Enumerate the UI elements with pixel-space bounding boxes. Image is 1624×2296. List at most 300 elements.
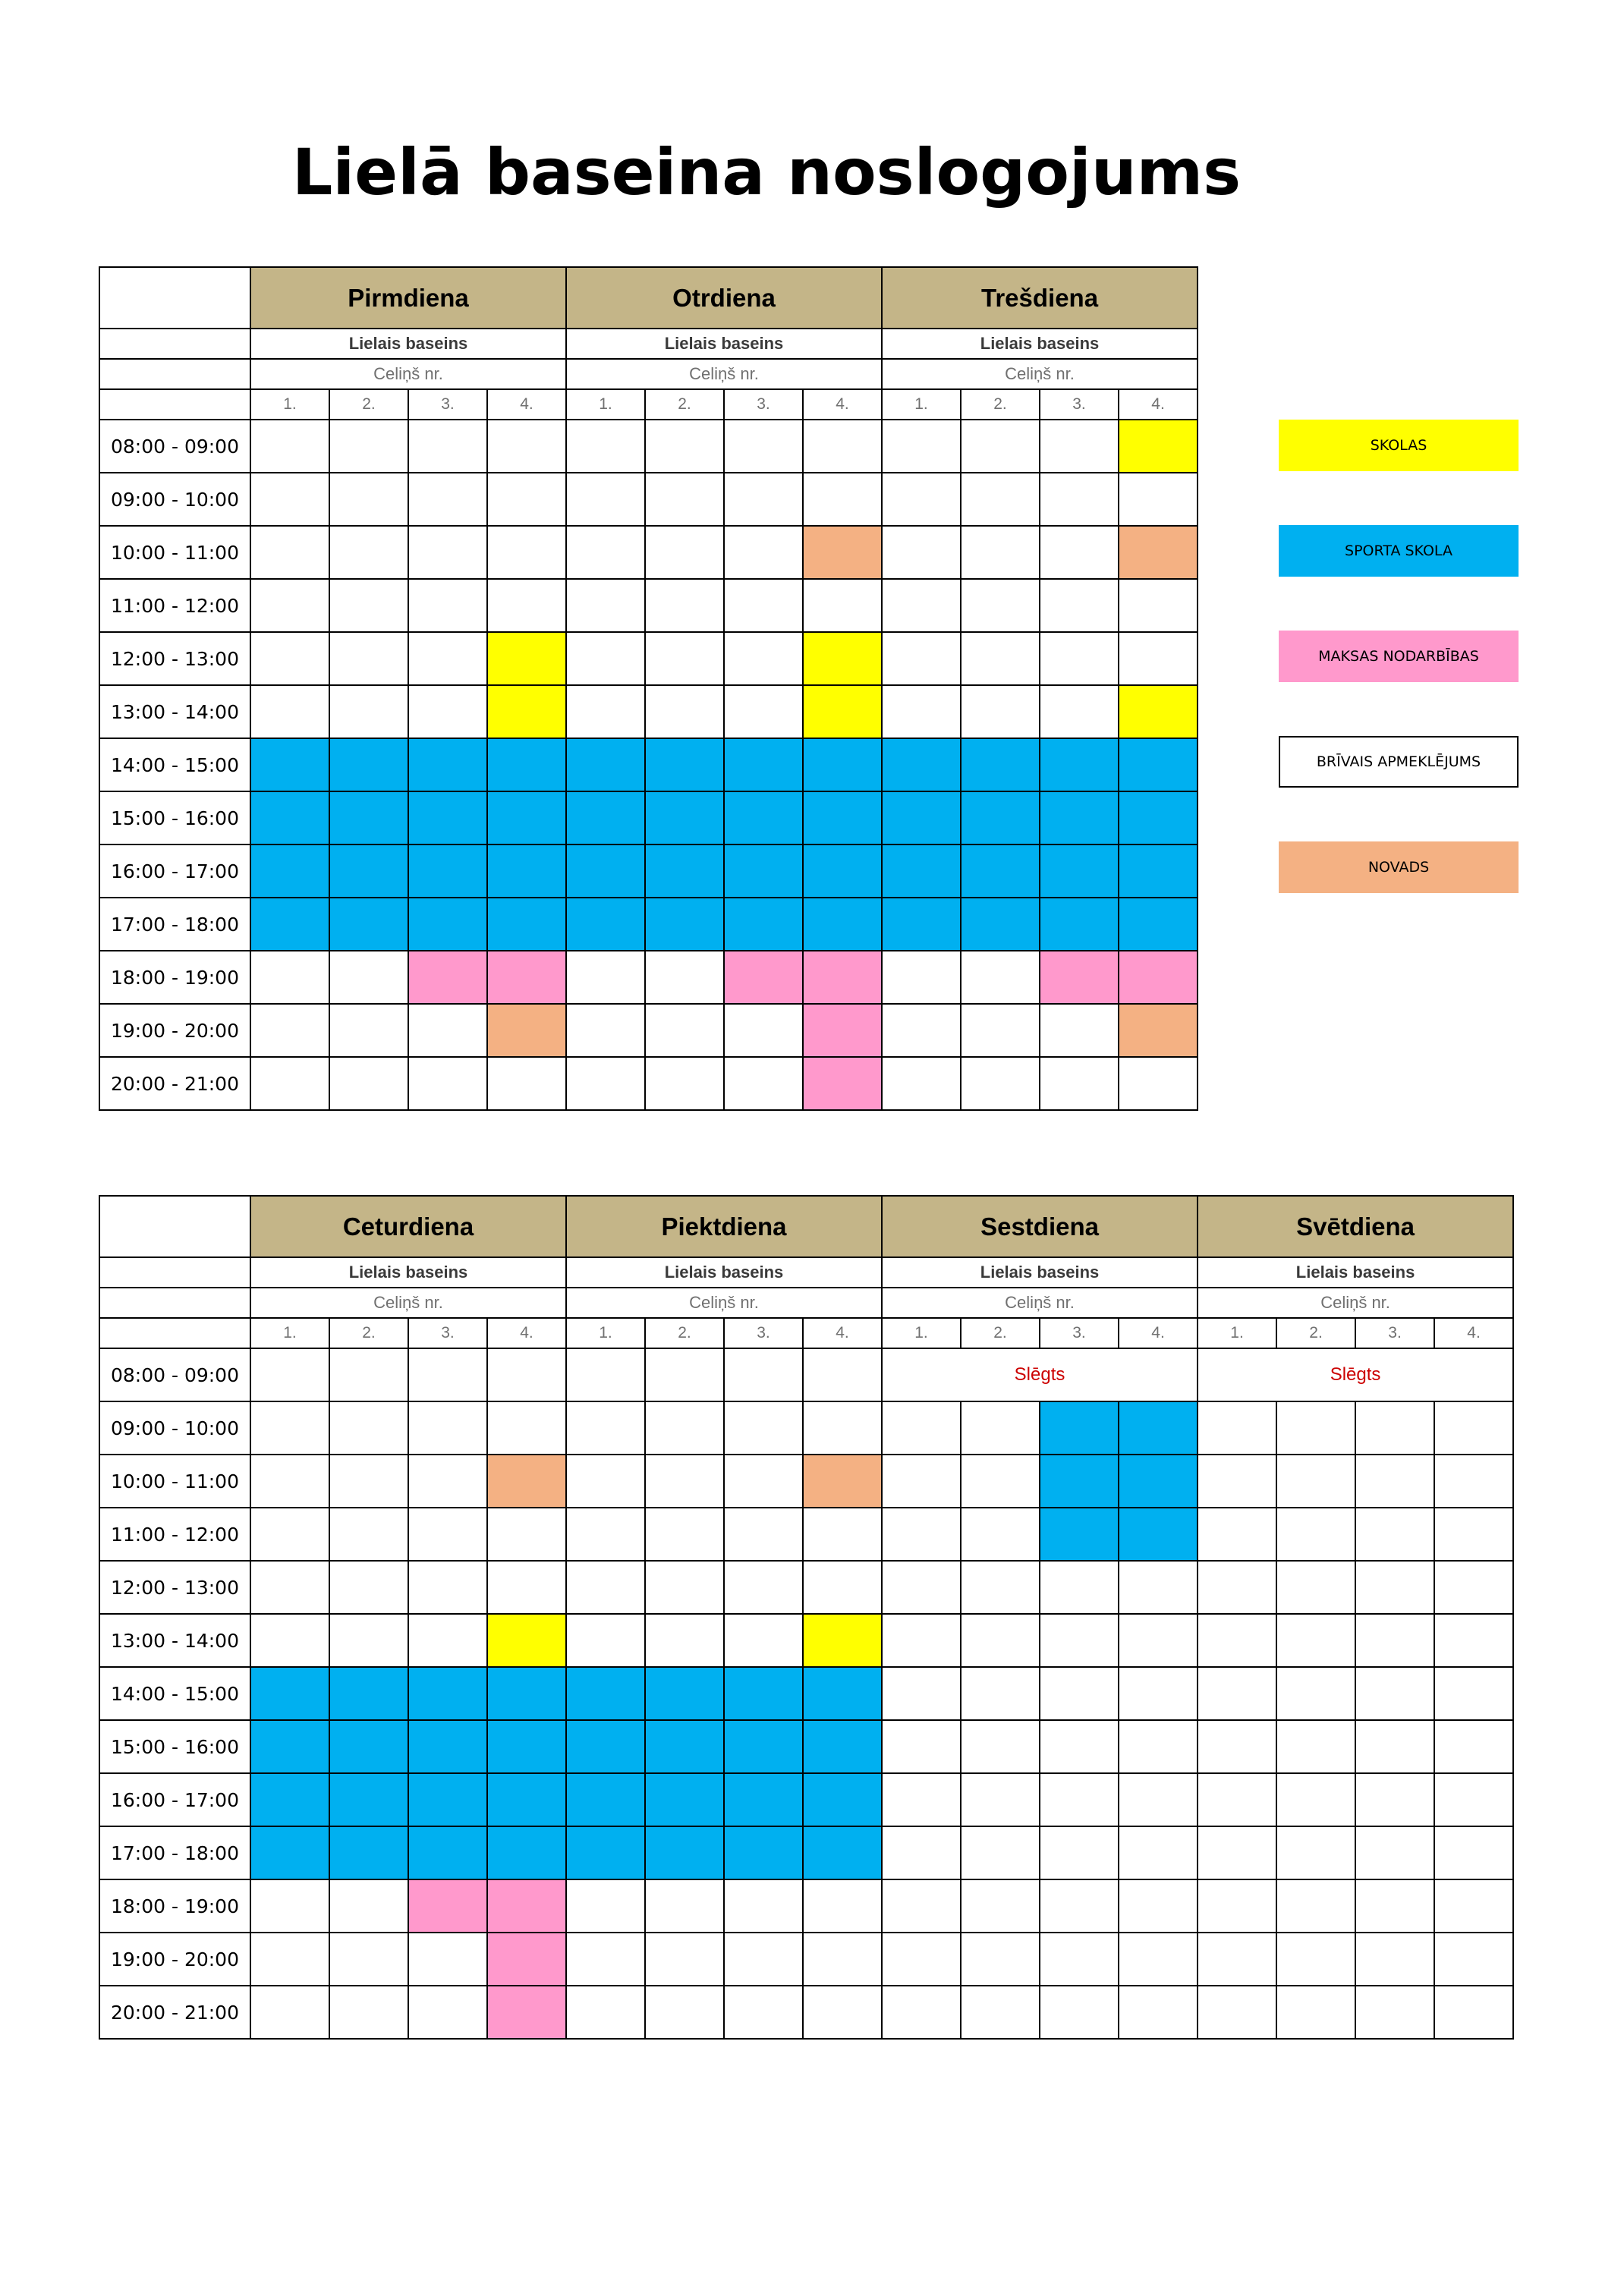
- table-row: [99, 1508, 1513, 1561]
- blank-cell: [99, 389, 250, 420]
- schedule-cell: [487, 1773, 566, 1826]
- schedule-cell: [961, 951, 1040, 1004]
- schedule-cell: [882, 685, 961, 738]
- schedule-cell: [1119, 844, 1198, 898]
- schedule-cell: [1276, 1826, 1355, 1879]
- schedule-cell: [250, 951, 329, 1004]
- schedule-cell: [803, 420, 882, 473]
- schedule-cell: [803, 738, 882, 791]
- schedule-cell: [724, 1826, 803, 1879]
- schedule-cell: [408, 685, 487, 738]
- schedule-cell: [329, 685, 408, 738]
- blank-cell: [99, 1318, 250, 1348]
- schedule-cell: [724, 1561, 803, 1614]
- schedule-cell: [566, 1057, 645, 1110]
- lane-number: 3.: [724, 1318, 803, 1348]
- schedule-cell: [724, 1879, 803, 1933]
- lane-header: Celiņš nr.: [566, 359, 882, 389]
- schedule-cell: [1119, 1773, 1198, 1826]
- schedule-cell: [250, 473, 329, 526]
- corner-cell: [99, 1196, 250, 1257]
- schedule-cell: [487, 1057, 566, 1110]
- schedule-cell: [1040, 1057, 1119, 1110]
- schedule-cell: [882, 632, 961, 685]
- table-row: [99, 579, 1198, 632]
- schedule-cell: [961, 420, 1040, 473]
- schedule-cell: [329, 579, 408, 632]
- schedule-cell: [566, 473, 645, 526]
- schedule-cell: [408, 951, 487, 1004]
- schedule-cell: [1119, 526, 1198, 579]
- schedule-cell: [1119, 1667, 1198, 1720]
- schedule-cell: [408, 1986, 487, 2039]
- lane-header: Celiņš nr.: [1198, 1288, 1513, 1318]
- table-row: [99, 1879, 1513, 1933]
- time-slot: 19:00 - 20:00: [99, 1004, 250, 1057]
- schedule-cell: [408, 1667, 487, 1720]
- schedule-cell: [961, 1057, 1040, 1110]
- time-slot: 17:00 - 18:00: [99, 898, 250, 951]
- schedule-cell: [1198, 1826, 1276, 1879]
- schedule-cell: [724, 473, 803, 526]
- closed-label: Slēgts: [1198, 1348, 1513, 1401]
- time-slot: 15:00 - 16:00: [99, 1720, 250, 1773]
- time-slot: 20:00 - 21:00: [99, 1986, 250, 2039]
- schedule-cell: [724, 1401, 803, 1455]
- schedule-cell: [724, 1614, 803, 1667]
- schedule-cell: [803, 685, 882, 738]
- lane-number: 3.: [1040, 389, 1119, 420]
- schedule-cell: [1434, 1826, 1513, 1879]
- schedule-cell: [250, 420, 329, 473]
- schedule-cell: [566, 898, 645, 951]
- table-row: [99, 1773, 1513, 1826]
- schedule-cell: [1198, 1614, 1276, 1667]
- schedule-cell: [882, 420, 961, 473]
- schedule-cell: [1198, 1561, 1276, 1614]
- schedule-cell: [961, 1455, 1040, 1508]
- lane-number: 1.: [250, 1318, 329, 1348]
- pool-name: Lielais baseins: [882, 329, 1198, 359]
- table-row: [99, 1004, 1198, 1057]
- schedule-cell: [882, 898, 961, 951]
- schedule-cell: [487, 473, 566, 526]
- schedule-cell: [803, 898, 882, 951]
- lane-number: 4.: [803, 1318, 882, 1348]
- schedule-cell: [882, 579, 961, 632]
- schedule-cell: [803, 1933, 882, 1986]
- time-slot: 12:00 - 13:00: [99, 1561, 250, 1614]
- schedule-cell: [1198, 1773, 1276, 1826]
- lane-number: 1.: [882, 1318, 961, 1348]
- schedule-cell: [408, 1720, 487, 1773]
- schedule-cell: [1276, 1720, 1355, 1773]
- schedule-cell: [1434, 1508, 1513, 1561]
- schedule-cell: [1198, 1667, 1276, 1720]
- schedule-cell: [1355, 1508, 1434, 1561]
- lane-number: 4.: [1119, 1318, 1198, 1348]
- schedule-cell: [566, 1508, 645, 1561]
- schedule-cell: [882, 1401, 961, 1455]
- schedule-cell: [250, 685, 329, 738]
- schedule-cell: [1040, 1773, 1119, 1826]
- schedule-cell: [487, 738, 566, 791]
- schedule-cell: [1198, 1933, 1276, 1986]
- schedule-cell: [408, 1455, 487, 1508]
- schedule-cell: [1355, 1720, 1434, 1773]
- corner-cell: [99, 267, 250, 329]
- schedule-cell: [487, 1401, 566, 1455]
- schedule-cell: [487, 951, 566, 1004]
- schedule-cell: [1119, 1455, 1198, 1508]
- schedule-cell: [329, 1773, 408, 1826]
- schedule-cell: [645, 1614, 724, 1667]
- schedule-cell: [566, 685, 645, 738]
- schedule-cell: [1276, 1508, 1355, 1561]
- schedule-cell: [329, 473, 408, 526]
- blank-cell: [99, 1288, 250, 1318]
- schedule-cell: [645, 1933, 724, 1986]
- schedule-cell: [1198, 1401, 1276, 1455]
- schedule-cell: [1119, 1004, 1198, 1057]
- schedule-cell: [645, 951, 724, 1004]
- schedule-cell: [1119, 1614, 1198, 1667]
- schedule-cell: [724, 420, 803, 473]
- schedule-cell: [724, 1004, 803, 1057]
- schedule-cell: [803, 1614, 882, 1667]
- schedule-cell: [1198, 1508, 1276, 1561]
- table-row: [99, 1667, 1513, 1720]
- schedule-cell: [645, 1057, 724, 1110]
- schedule-cell: [961, 685, 1040, 738]
- time-slot: 20:00 - 21:00: [99, 1057, 250, 1110]
- schedule-cell: [1198, 1986, 1276, 2039]
- schedule-cell: [882, 844, 961, 898]
- schedule-cell: [724, 685, 803, 738]
- schedule-cell: [961, 1667, 1040, 1720]
- schedule-cell: [961, 1826, 1040, 1879]
- schedule-cell: [803, 632, 882, 685]
- schedule-cell: [961, 1508, 1040, 1561]
- lane-number: 3.: [408, 1318, 487, 1348]
- schedule-cell: [803, 526, 882, 579]
- time-slot: 09:00 - 10:00: [99, 473, 250, 526]
- lane-number: 2.: [1276, 1318, 1355, 1348]
- legend-item: SKOLAS: [1279, 420, 1519, 471]
- blank-cell: [99, 1257, 250, 1288]
- schedule-cell: [1119, 579, 1198, 632]
- schedule-cell: [645, 1773, 724, 1826]
- schedule-cell: [645, 1720, 724, 1773]
- schedule-cell: [961, 738, 1040, 791]
- schedule-cell: [882, 1773, 961, 1826]
- schedule-cell: [882, 1667, 961, 1720]
- schedule-cell: [329, 1667, 408, 1720]
- schedule-cell: [803, 1879, 882, 1933]
- time-slot: 09:00 - 10:00: [99, 1401, 250, 1455]
- schedule-cell: [329, 420, 408, 473]
- schedule-cell: [250, 844, 329, 898]
- schedule-cell: [250, 791, 329, 844]
- lane-header: Celiņš nr.: [882, 1288, 1198, 1318]
- schedule-cell: [882, 738, 961, 791]
- blank-cell: [99, 359, 250, 389]
- schedule-cell: [1119, 473, 1198, 526]
- schedule-cell: [329, 1004, 408, 1057]
- schedule-cell: [329, 1879, 408, 1933]
- schedule-cell: [408, 1004, 487, 1057]
- schedule-cell: [645, 1455, 724, 1508]
- schedule-cell: [487, 898, 566, 951]
- lane-number: 2.: [961, 1318, 1040, 1348]
- schedule-cell: [961, 473, 1040, 526]
- schedule-cell: [487, 1933, 566, 1986]
- schedule-cell: [1040, 1879, 1119, 1933]
- schedule-cell: [1198, 1879, 1276, 1933]
- schedule-cell: [408, 632, 487, 685]
- schedule-cell: [566, 632, 645, 685]
- lane-number: 4.: [803, 389, 882, 420]
- schedule-cell: [1355, 1401, 1434, 1455]
- day-header: Svētdiena: [1198, 1196, 1513, 1257]
- schedule-cell: [329, 1348, 408, 1401]
- schedule-cell: [566, 1455, 645, 1508]
- schedule-cell: [1040, 473, 1119, 526]
- schedule-cell: [1040, 1667, 1119, 1720]
- schedule-cell: [882, 1561, 961, 1614]
- schedule-cell: [645, 1401, 724, 1455]
- schedule-cell: [1276, 1986, 1355, 2039]
- schedule-cell: [1276, 1667, 1355, 1720]
- schedule-cell: [1355, 1561, 1434, 1614]
- schedule-cell: [250, 1057, 329, 1110]
- schedule-cell: [724, 1720, 803, 1773]
- schedule-cell: [250, 898, 329, 951]
- time-slot: 13:00 - 14:00: [99, 685, 250, 738]
- schedule-cell: [566, 844, 645, 898]
- lane-number: 3.: [1040, 1318, 1119, 1348]
- schedule-cell: [724, 632, 803, 685]
- schedule-cell: [1119, 632, 1198, 685]
- schedule-cell: [645, 420, 724, 473]
- lane-number: 3.: [408, 389, 487, 420]
- page-title: Lielā baseina noslogojums: [291, 135, 1242, 209]
- schedule-cell: [1040, 632, 1119, 685]
- schedule-cell: [487, 1508, 566, 1561]
- schedule-cell: [803, 951, 882, 1004]
- schedule-cell: [724, 951, 803, 1004]
- pool-name: Lielais baseins: [566, 1257, 882, 1288]
- schedule-cell: [487, 1986, 566, 2039]
- schedule-cell: [487, 791, 566, 844]
- schedule-cell: [724, 579, 803, 632]
- schedule-cell: [408, 420, 487, 473]
- time-slot: 16:00 - 17:00: [99, 1773, 250, 1826]
- table-row: [99, 632, 1198, 685]
- schedule-cell: [408, 1508, 487, 1561]
- pool-name: Lielais baseins: [1198, 1257, 1513, 1288]
- lane-header: Celiņš nr.: [250, 359, 566, 389]
- schedule-cell: [487, 1720, 566, 1773]
- schedule-cell: [487, 844, 566, 898]
- schedule-cell: [1276, 1614, 1355, 1667]
- schedule-cell: [645, 1348, 724, 1401]
- time-slot: 19:00 - 20:00: [99, 1933, 250, 1986]
- time-slot: 16:00 - 17:00: [99, 844, 250, 898]
- schedule-cell: [1040, 1455, 1119, 1508]
- schedule-cell: [645, 1826, 724, 1879]
- schedule-cell: [961, 1004, 1040, 1057]
- schedule-cell: [408, 1773, 487, 1826]
- schedule-cell: [803, 1455, 882, 1508]
- table-row: [99, 738, 1198, 791]
- schedule-cell: [882, 526, 961, 579]
- schedule-cell: [645, 1986, 724, 2039]
- time-slot: 18:00 - 19:00: [99, 1879, 250, 1933]
- schedule-cell: [566, 420, 645, 473]
- schedule-cell: [1040, 1720, 1119, 1773]
- schedule-cell: [882, 1004, 961, 1057]
- lane-number: 2.: [329, 389, 408, 420]
- time-slot: 11:00 - 12:00: [99, 1508, 250, 1561]
- schedule-cell: [566, 1933, 645, 1986]
- schedule-cell: [1198, 1455, 1276, 1508]
- pool-name: Lielais baseins: [566, 329, 882, 359]
- schedule-cell: [487, 685, 566, 738]
- schedule-cell: [645, 526, 724, 579]
- schedule-cell: [1355, 1933, 1434, 1986]
- time-slot: 14:00 - 15:00: [99, 738, 250, 791]
- schedule-cell: [250, 1720, 329, 1773]
- schedule-cell: [645, 1879, 724, 1933]
- schedule-cell: [1355, 1614, 1434, 1667]
- schedule-cell: [1434, 1773, 1513, 1826]
- time-slot: 14:00 - 15:00: [99, 1667, 250, 1720]
- schedule-cell: [1276, 1879, 1355, 1933]
- schedule-cell: [329, 1826, 408, 1879]
- schedule-cell: [1434, 1667, 1513, 1720]
- schedule-cell: [329, 1401, 408, 1455]
- schedule-cell: [882, 791, 961, 844]
- schedule-cell: [961, 1720, 1040, 1773]
- time-slot: 10:00 - 11:00: [99, 526, 250, 579]
- schedule-cell: [250, 1348, 329, 1401]
- schedule-cell: [1434, 1614, 1513, 1667]
- schedule-cell: [803, 1667, 882, 1720]
- lane-number: 4.: [1119, 389, 1198, 420]
- schedule-cell: [408, 1933, 487, 1986]
- schedule-cell: [566, 526, 645, 579]
- schedule-cell: [408, 1401, 487, 1455]
- schedule-cell: [329, 1057, 408, 1110]
- schedule-cell: [1355, 1986, 1434, 2039]
- schedule-cell: [250, 1614, 329, 1667]
- schedule-cell: [487, 1614, 566, 1667]
- schedule-cell: [882, 1879, 961, 1933]
- schedule-cell: [487, 579, 566, 632]
- schedule-cell: [1040, 1004, 1119, 1057]
- schedule-cell: [1434, 1455, 1513, 1508]
- schedule-cell: [1355, 1879, 1434, 1933]
- schedule-cell: [961, 1614, 1040, 1667]
- schedule-cell: [566, 1348, 645, 1401]
- schedule-cell: [882, 1720, 961, 1773]
- time-slot: 13:00 - 14:00: [99, 1614, 250, 1667]
- schedule-cell: [329, 632, 408, 685]
- table-row: [99, 1826, 1513, 1879]
- schedule-cell: [329, 1614, 408, 1667]
- schedule-cell: [961, 1933, 1040, 1986]
- schedule-cell: [250, 526, 329, 579]
- pool-name: Lielais baseins: [882, 1257, 1198, 1288]
- schedule-cell: [329, 1986, 408, 2039]
- schedule-cell: [250, 1986, 329, 2039]
- schedule-cell: [566, 1004, 645, 1057]
- schedule-cell: [250, 579, 329, 632]
- schedule-cell: [1119, 1720, 1198, 1773]
- schedule-cell: [645, 898, 724, 951]
- day-header: Pirmdiena: [250, 267, 566, 329]
- schedule-cell: [566, 738, 645, 791]
- time-slot: 08:00 - 09:00: [99, 420, 250, 473]
- schedule-cell: [1040, 898, 1119, 951]
- schedule-cell: [1040, 1614, 1119, 1667]
- schedule-cell: [487, 1455, 566, 1508]
- schedule-cell: [250, 1561, 329, 1614]
- legend-item: SPORTA SKOLA: [1279, 525, 1519, 577]
- schedule-cell: [408, 579, 487, 632]
- schedule-cell: [1119, 685, 1198, 738]
- schedule-cell: [1276, 1401, 1355, 1455]
- day-header: Sestdiena: [882, 1196, 1198, 1257]
- lane-number: 3.: [724, 389, 803, 420]
- time-slot: 18:00 - 19:00: [99, 951, 250, 1004]
- schedule-cell: [329, 1508, 408, 1561]
- time-slot: 15:00 - 16:00: [99, 791, 250, 844]
- schedule-cell: [645, 1561, 724, 1614]
- lane-header: Celiņš nr.: [250, 1288, 566, 1318]
- schedule-cell: [487, 1826, 566, 1879]
- time-slot: 12:00 - 13:00: [99, 632, 250, 685]
- lane-number: 1.: [1198, 1318, 1276, 1348]
- schedule-cell: [408, 1561, 487, 1614]
- schedule-cell: [566, 1667, 645, 1720]
- schedule-cell: [1276, 1933, 1355, 1986]
- schedule-cell: [882, 951, 961, 1004]
- schedule-cell: [329, 844, 408, 898]
- lane-number: 1.: [882, 389, 961, 420]
- schedule-cell: [408, 473, 487, 526]
- schedule-cell: [250, 738, 329, 791]
- schedule-cell: [961, 1986, 1040, 2039]
- schedule-cell: [1040, 791, 1119, 844]
- schedule-cell: [1119, 420, 1198, 473]
- lane-header: Celiņš nr.: [566, 1288, 882, 1318]
- closed-label: Slēgts: [882, 1348, 1198, 1401]
- schedule-cell: [724, 1986, 803, 2039]
- schedule-table-weekdays-2: [99, 1195, 1514, 2040]
- time-slot: 17:00 - 18:00: [99, 1826, 250, 1879]
- schedule-cell: [1040, 1826, 1119, 1879]
- schedule-cell: [250, 1933, 329, 1986]
- schedule-cell: [408, 738, 487, 791]
- lane-number: 2.: [645, 389, 724, 420]
- schedule-cell: [961, 791, 1040, 844]
- schedule-cell: [645, 1508, 724, 1561]
- schedule-cell: [961, 1401, 1040, 1455]
- schedule-cell: [1276, 1773, 1355, 1826]
- table-row: [99, 1401, 1513, 1455]
